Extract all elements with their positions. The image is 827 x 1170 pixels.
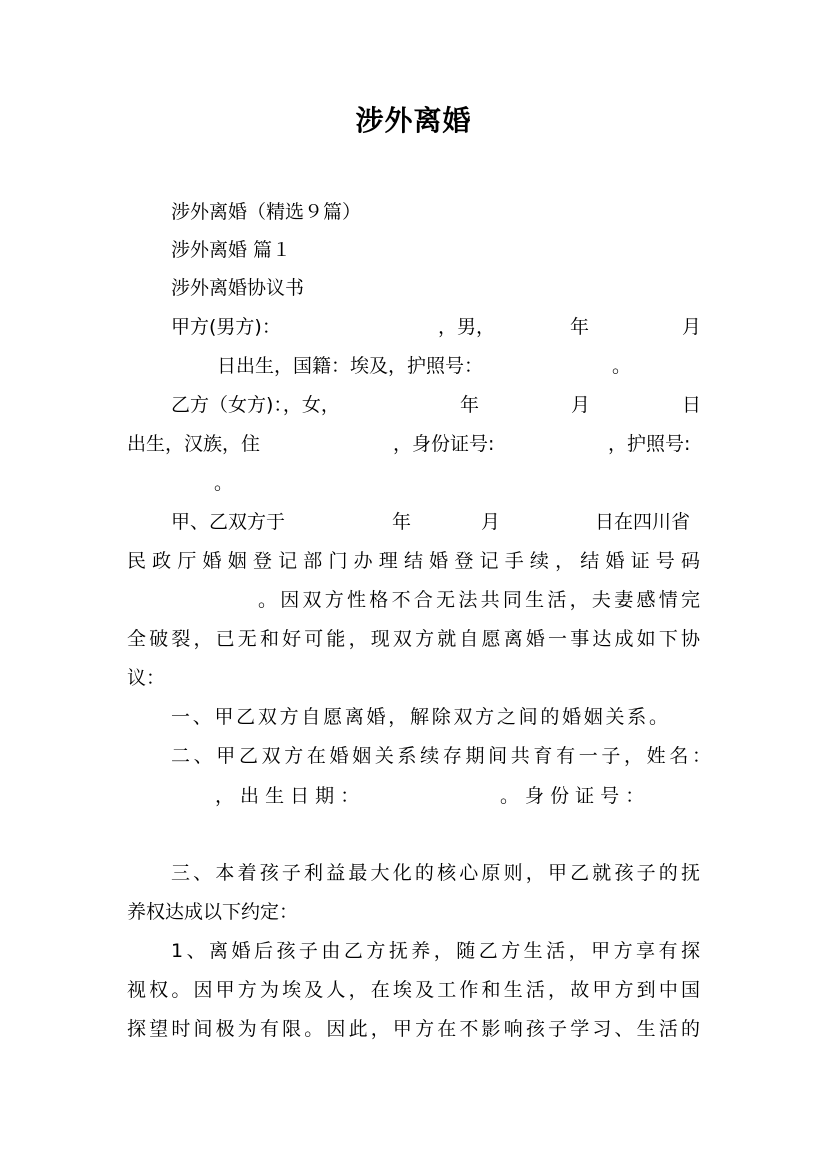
text-fragment: 年 [570, 316, 590, 338]
text-line: 探望时间极为有限。因此，甲方在不影响孩子学习、生活的 [127, 1018, 700, 1040]
text-line: 涉外离婚（精选９篇） [171, 201, 362, 223]
text-fragment: 乙方（女方)：，女， [171, 394, 340, 416]
text-line: 议： [127, 667, 166, 689]
text-fragment: ，护照号: [608, 433, 691, 455]
text-fragment: 年 [392, 511, 412, 533]
text-line: 三、本着孩子利益最大化的核心原则，甲乙就孩子的抚 [171, 862, 700, 884]
text-fragment: ，男， [438, 316, 496, 338]
text-fragment: 日 [682, 394, 702, 416]
text-fragment: 。 身 份 证 号 ： [500, 785, 645, 807]
text-fragment: 日出生，国籍：埃及，护照号： [217, 355, 484, 377]
text-line: 。因双方性格不合无法共同生活，夫妻感情完 [258, 589, 700, 611]
text-line: 养权达成以下约定： [127, 901, 299, 923]
text-line: 视权。因甲方为埃及人，在埃及工作和生活，故甲方到中国 [127, 979, 700, 1001]
text-line: 二、甲乙双方在婚姻关系续存期间共育有一子，姓名： [171, 745, 711, 767]
text-line: 民政厅婚姻登记部门办理结婚登记手续，结婚证号码 [127, 550, 700, 572]
text-fragment: 月 [682, 316, 702, 338]
text-line: 涉外离婚协议书 [171, 277, 305, 299]
text-fragment: 日在四川省 [595, 511, 691, 533]
text-line: 1、离婚后孩子由乙方抚养，随乙方生活，甲方享有探 [171, 940, 700, 962]
text-fragment: 年 [460, 394, 480, 416]
text-fragment: 月 [571, 394, 591, 416]
text-line: 涉外离婚 篇１ [171, 239, 292, 261]
text-line: 全破裂，已无和好可能，现双方就自愿离婚一事达成如下协 [127, 628, 700, 650]
text-fragment: 。 [612, 355, 632, 377]
text-fragment: 甲、乙双方于 [171, 511, 286, 533]
text-fragment: 月 [481, 511, 501, 533]
text-fragment: 。 [214, 472, 234, 494]
text-fragment: ，身份证号: [393, 433, 495, 455]
text-line: 一、甲乙双方自愿离婚，解除双方之间的婚姻关系。 [171, 706, 668, 728]
text-fragment: 甲方(男方)： [171, 316, 281, 338]
text-fragment: 出生，汉族，住 [127, 433, 261, 455]
document-title: 涉外离婚 [355, 104, 472, 137]
text-fragment: ， 出 生 日 期 ： [215, 785, 360, 807]
